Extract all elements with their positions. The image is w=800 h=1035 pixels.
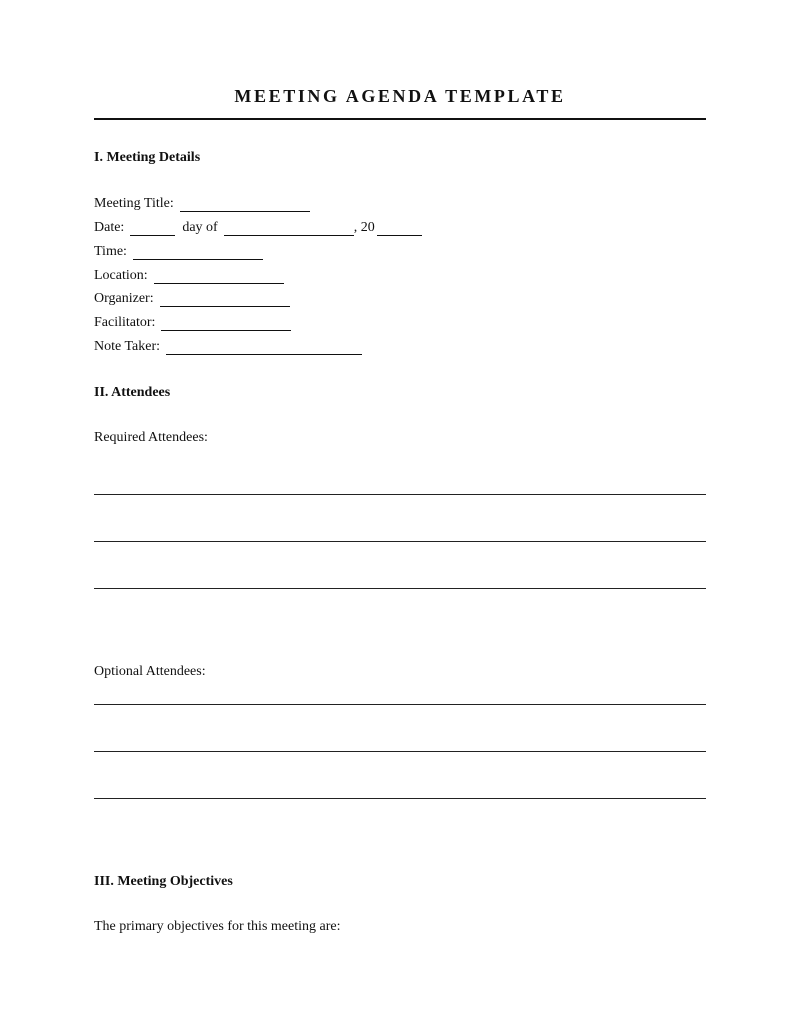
time-blank[interactable] [133,247,263,260]
time-field [94,244,263,260]
note-taker-label: Note Taker: [94,339,161,354]
date-field [94,220,422,236]
required-attendee-line-2[interactable] [94,541,706,542]
section-heading-objectives: III. Meeting Objectives [94,874,233,889]
required-attendee-line-1[interactable] [94,494,706,495]
document-title: MEETING AGENDA TEMPLATE [234,86,566,106]
meeting-title-field [94,196,310,212]
location-field [94,268,284,284]
location-blank[interactable] [154,271,284,284]
section-heading-meeting-details: I. Meeting Details [94,150,201,165]
time-label: Time: [94,244,127,259]
facilitator-blank[interactable] [161,318,291,331]
facilitator-label: Facilitator: [94,315,156,330]
facilitator-field [94,315,291,331]
objectives-intro-text: The primary objectives for this meeting are: [94,919,341,934]
meeting-title-blank[interactable] [180,199,310,212]
organizer-blank[interactable] [160,294,290,307]
note-taker-field [94,339,362,355]
date-year-prefix: , 20 [353,220,375,235]
required-attendee-line-3[interactable] [94,588,706,589]
optional-attendee-line-1[interactable] [94,704,706,705]
organizer-label: Organizer: [94,291,154,306]
section-heading-attendees: II. Attendees [94,385,171,400]
location-label: Location: [94,268,148,283]
optional-attendee-line-3[interactable] [94,798,706,799]
date-year-blank[interactable] [377,223,422,236]
date-label: Date: [94,220,125,235]
optional-attendee-line-2[interactable] [94,751,706,752]
date-day-of-text: day of [182,220,218,235]
optional-attendees-label: Optional Attendees: [94,664,206,679]
title-divider [94,118,706,120]
required-attendees-label: Required Attendees: [94,430,208,445]
date-day-blank[interactable] [130,223,175,236]
organizer-field [94,291,290,307]
date-month-blank[interactable] [224,223,354,236]
note-taker-blank[interactable] [166,342,362,355]
meeting-title-label: Meeting Title: [94,196,174,211]
